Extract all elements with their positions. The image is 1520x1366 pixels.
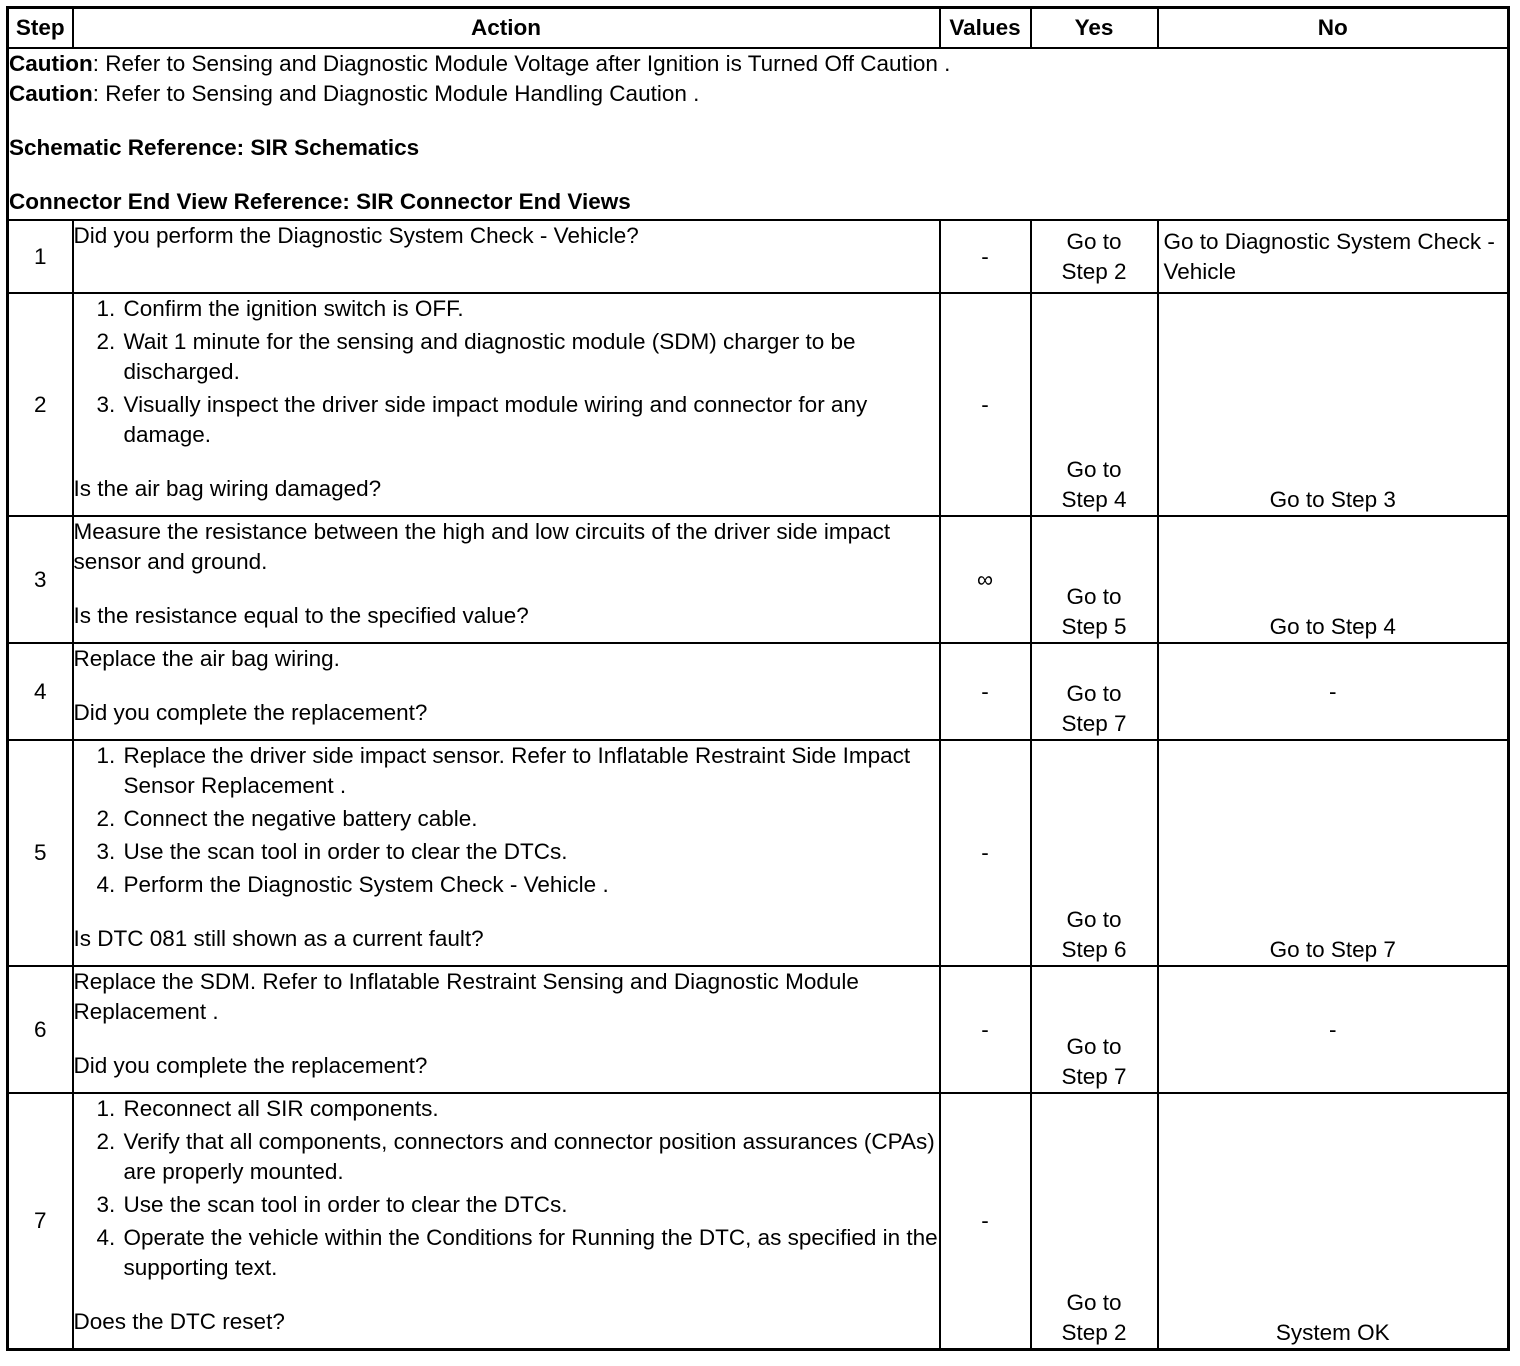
list-item: 1. Reconnect all SIR components. bbox=[122, 1094, 939, 1124]
table-row bbox=[8, 516, 1509, 643]
diagnostic-table bbox=[6, 6, 1510, 1351]
action-cell bbox=[73, 643, 940, 740]
header-values: Values bbox=[940, 8, 1031, 49]
caution-line bbox=[9, 79, 1507, 109]
action-cell bbox=[73, 516, 940, 643]
yes-cell bbox=[1031, 220, 1158, 293]
no-cell bbox=[1158, 516, 1509, 643]
table-row bbox=[8, 966, 1509, 1093]
step-number: 2 bbox=[8, 293, 73, 516]
no-cell bbox=[1158, 220, 1509, 293]
no-cell bbox=[1158, 1093, 1509, 1349]
table-row bbox=[8, 1093, 1509, 1349]
yes-cell bbox=[1031, 293, 1158, 516]
question-text: Is DTC 081 still shown as a current fault? bbox=[73, 926, 484, 951]
step-number: 1 bbox=[8, 220, 73, 293]
action-steps bbox=[74, 741, 939, 900]
step-number: 7 bbox=[8, 1093, 73, 1349]
action-text: Replace the air bag wiring. bbox=[73, 646, 340, 671]
action-cell bbox=[73, 1093, 940, 1349]
step-number: 4 bbox=[8, 643, 73, 740]
no-link[interactable]: Go to Step 3 bbox=[1269, 487, 1396, 512]
no-link[interactable]: System OK bbox=[1275, 1319, 1390, 1345]
yes-cell bbox=[1031, 740, 1158, 966]
action-cell bbox=[73, 293, 940, 516]
no-cell: - bbox=[1158, 966, 1509, 1093]
caution-label: Caution bbox=[9, 81, 93, 106]
list-item: 2. Verify that all components, connectors and connector position assurances (CPAs) are properly mounted. bbox=[122, 1127, 939, 1187]
header-action: Action bbox=[73, 8, 940, 49]
connector-end-view-reference: Connector End View Reference: SIR Connector End Views bbox=[9, 189, 631, 214]
value-cell: - bbox=[940, 740, 1031, 966]
list-item: 4. Operate the vehicle within the Conditions for Running the DTC, as specified in the supporting text. bbox=[122, 1223, 939, 1283]
yes-link[interactable]: Go to Step 7 bbox=[1061, 681, 1127, 736]
step-number: 6 bbox=[8, 966, 73, 1093]
header-no: No bbox=[1158, 8, 1509, 49]
table-row bbox=[8, 740, 1509, 966]
table-row bbox=[8, 220, 1509, 293]
yes-cell bbox=[1031, 516, 1158, 643]
caution-cell bbox=[8, 48, 1509, 220]
yes-link[interactable]: Go to Step 5 bbox=[1061, 584, 1127, 639]
value-cell: ∞ bbox=[940, 516, 1031, 643]
list-item: 4. Perform the Diagnostic System Check - Vehicle . bbox=[122, 870, 939, 900]
yes-link[interactable]: Go to Step 2 bbox=[1061, 1289, 1127, 1345]
yes-cell bbox=[1031, 1093, 1158, 1349]
list-item: 1. Confirm the ignition switch is OFF. bbox=[122, 294, 939, 324]
list-item: 1. Replace the driver side impact sensor. Refer to Inflatable Restraint Side Impact Sensor Replacement . bbox=[122, 741, 939, 801]
action-text: Measure the resistance between the high and low circuits of the driver side impact sensor and ground. bbox=[73, 519, 891, 574]
value-cell: - bbox=[940, 966, 1031, 1093]
action-text: Did you perform the Diagnostic System Check - Vehicle? bbox=[73, 220, 940, 293]
action-cell bbox=[73, 740, 940, 966]
list-item: 3. Visually inspect the driver side impact module wiring and connector for any damage. bbox=[122, 390, 939, 450]
table-row bbox=[8, 293, 1509, 516]
list-item: 2. Connect the negative battery cable. bbox=[122, 804, 939, 834]
list-item: 2. Wait 1 minute for the sensing and diagnostic module (SDM) charger to be discharged. bbox=[122, 327, 939, 387]
no-cell: - bbox=[1158, 643, 1509, 740]
action-steps bbox=[74, 294, 939, 450]
no-cell bbox=[1158, 293, 1509, 516]
action-steps bbox=[74, 1094, 939, 1283]
action-text: Replace the SDM. Refer to Inflatable Restraint Sensing and Diagnostic Module Replacement . bbox=[73, 969, 859, 1024]
header-yes: Yes bbox=[1031, 8, 1158, 49]
yes-link[interactable]: Go to Step 4 bbox=[1061, 457, 1127, 512]
value-cell: - bbox=[940, 643, 1031, 740]
action-cell bbox=[73, 966, 940, 1093]
list-item: 3. Use the scan tool in order to clear the DTCs. bbox=[122, 1190, 939, 1220]
no-cell bbox=[1158, 740, 1509, 966]
yes-link[interactable]: Go to Step 2 bbox=[1061, 229, 1127, 284]
caution-label: Caution bbox=[9, 51, 93, 76]
question-text: Did you complete the replacement? bbox=[73, 700, 428, 725]
question-text: Does the DTC reset? bbox=[73, 1309, 285, 1334]
question-text: Is the air bag wiring damaged? bbox=[73, 476, 382, 501]
value-cell: - bbox=[940, 293, 1031, 516]
list-item: 3. Use the scan tool in order to clear the DTCs. bbox=[122, 837, 939, 867]
yes-cell bbox=[1031, 966, 1158, 1093]
step-number: 5 bbox=[8, 740, 73, 966]
caution-text: : Refer to Sensing and Diagnostic Module Voltage after Ignition is Turned Off Caution . bbox=[92, 51, 951, 76]
no-link[interactable]: Go to Diagnostic System Check - Vehicle bbox=[1163, 229, 1495, 284]
value-cell: - bbox=[940, 220, 1031, 293]
question-text: Is the resistance equal to the specified value? bbox=[73, 603, 529, 628]
table-row bbox=[8, 643, 1509, 740]
step-number: 3 bbox=[8, 516, 73, 643]
caution-row bbox=[8, 48, 1509, 220]
caution-text: : Refer to Sensing and Diagnostic Module Handling Caution . bbox=[92, 81, 700, 106]
yes-link[interactable]: Go to Step 6 bbox=[1061, 907, 1127, 962]
header-row bbox=[8, 8, 1509, 49]
question-text: Did you complete the replacement? bbox=[73, 1053, 428, 1078]
value-cell: - bbox=[940, 1093, 1031, 1349]
header-step: Step bbox=[8, 8, 73, 49]
no-link[interactable]: Go to Step 7 bbox=[1269, 937, 1396, 962]
schematic-reference: Schematic Reference: SIR Schematics bbox=[9, 135, 420, 160]
yes-cell bbox=[1031, 643, 1158, 740]
yes-link[interactable]: Go to Step 7 bbox=[1061, 1034, 1127, 1089]
no-link[interactable]: Go to Step 4 bbox=[1269, 614, 1396, 639]
caution-line bbox=[9, 49, 1507, 79]
